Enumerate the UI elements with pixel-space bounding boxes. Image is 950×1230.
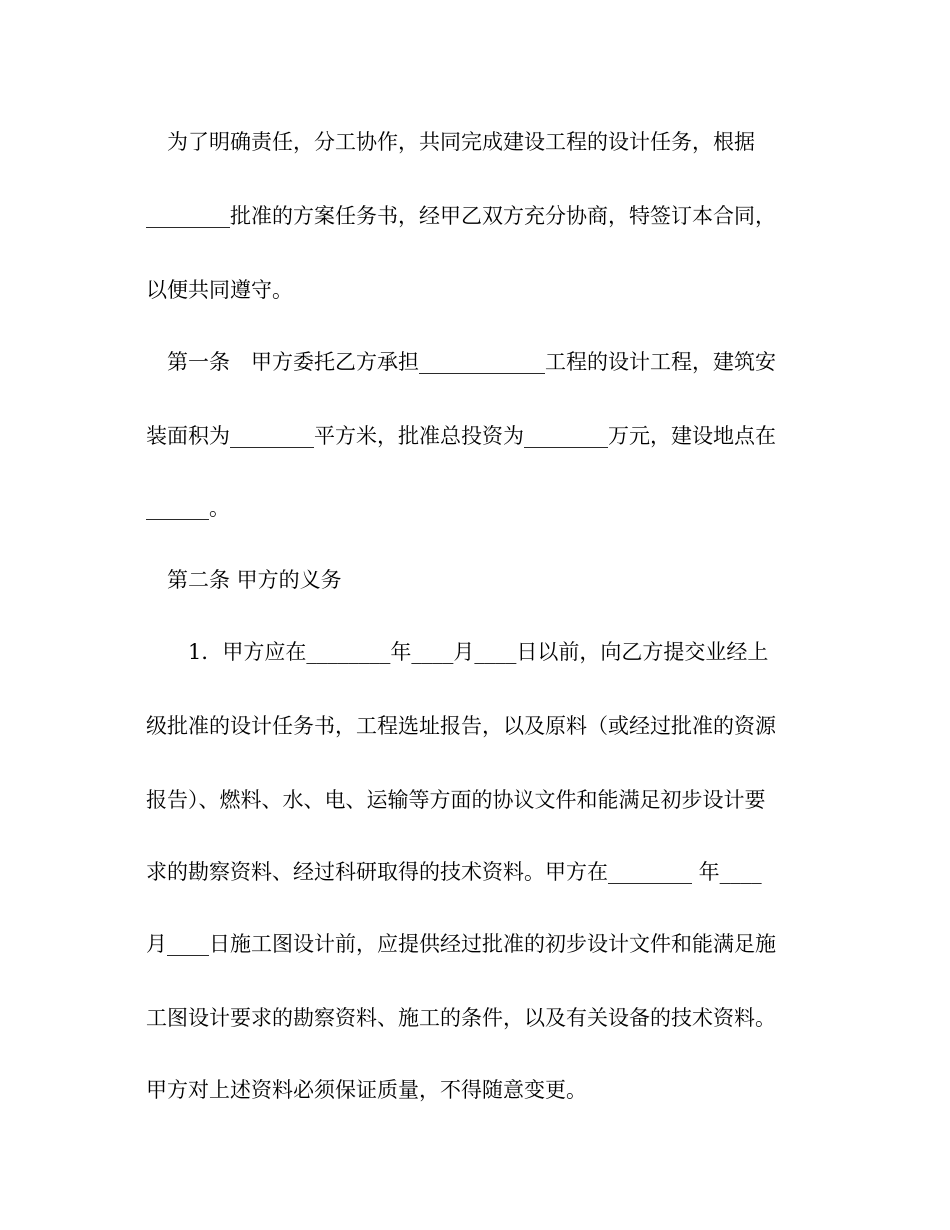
item-1-line: 1．甲方应在________年____月____日以前，向乙方提交业经上 (188, 640, 769, 664)
paragraph-line: 为了明确责任，分工协作，共同完成建设工程的设计任务，根据 (167, 130, 755, 154)
article-1-line: 第一条 甲方委托乙方承担____________工程的设计工程，建筑安 (167, 350, 776, 374)
paragraph-line: 装面积为________平方米，批准总投资为________万元，建设地点在 (146, 424, 776, 448)
paragraph-line: 甲方对上述资料必须保证质量，不得随意变更。 (146, 1078, 587, 1102)
paragraph-line: 月____日施工图设计前，应提供经过批准的初步设计文件和能满足施 (146, 932, 776, 956)
paragraph-line: ______。 (146, 496, 230, 520)
paragraph-line: 级批准的设计任务书，工程选址报告，以及原料（或经过批准的资源 (146, 714, 776, 738)
paragraph-line: 求的勘察资料、经过科研取得的技术资料。甲方在________ 年____ (146, 860, 762, 884)
paragraph-line: ________批准的方案任务书，经甲乙双方充分协商，特签订本合同， (146, 204, 776, 228)
paragraph-line: 以便共同遵守。 (146, 278, 293, 302)
article-2-heading: 第二条 甲方的义务 (167, 568, 342, 592)
paragraph-line: 报告）、燃料、水、电、运输等方面的协议文件和能满足初步设计要 (146, 788, 766, 812)
paragraph-line: 工图设计要求的勘察资料、施工的条件，以及有关设备的技术资料。 (146, 1006, 776, 1030)
